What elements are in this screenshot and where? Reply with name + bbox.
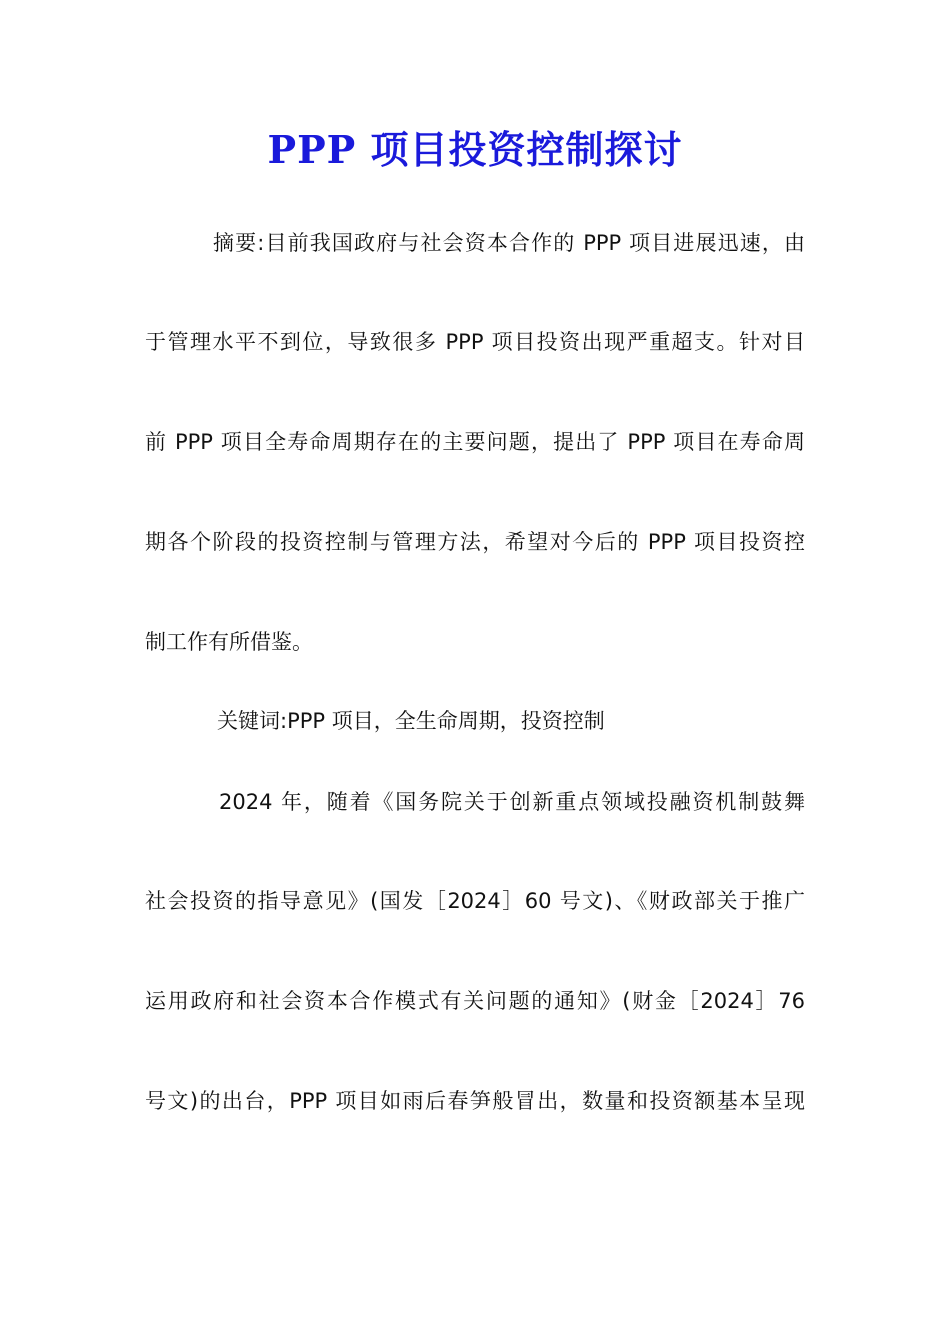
abstract-line-4: 期各个阶段的投资控制与管理方法，希望对今后的 PPP 项目投资控 xyxy=(145,530,805,554)
body-line-4: 号文)的出台，PPP 项目如雨后春笋般冒出，数量和投资额基本呈现 xyxy=(145,1089,805,1113)
abstract-line-3: 前 PPP 项目全寿命周期存在的主要问题，提出了 PPP 项目在寿命周 xyxy=(145,430,805,454)
body-line-2: 社会投资的指导意见》(国发［2024］60 号文)、《财政部关于推广 xyxy=(145,889,805,913)
abstract-line-1: 摘要:目前我国政府与社会资本合作的 PPP 项目进展迅速，由 xyxy=(213,231,805,255)
abstract-line-5: 制工作有所借鉴。 xyxy=(145,630,313,654)
abstract-line-2: 于管理水平不到位，导致很多 PPP 项目投资出现严重超支。针对目 xyxy=(145,330,805,354)
body-line-3: 运用政府和社会资本合作模式有关问题的通知》(财金［2024］76 xyxy=(145,989,805,1013)
body-line-1: 2024 年，随着《国务院关于创新重点领域投融资机制鼓舞 xyxy=(219,790,805,814)
document-title: PPP 项目投资控制探讨 xyxy=(267,127,683,172)
keywords-line: 关键词:PPP 项目，全生命周期，投资控制 xyxy=(217,709,605,733)
